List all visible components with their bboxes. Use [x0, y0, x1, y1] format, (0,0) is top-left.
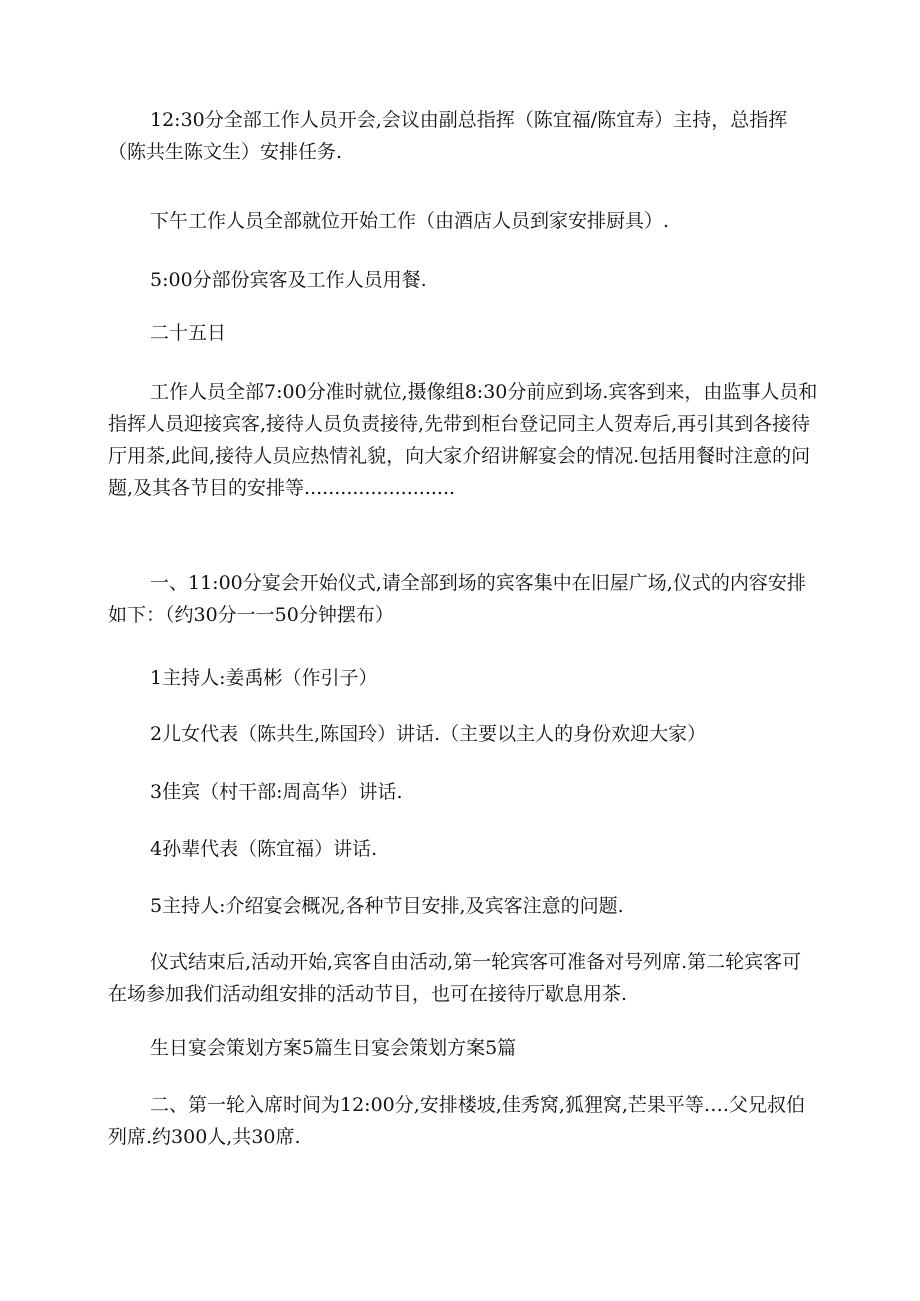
list-item-grandchild-speech: 4孙辈代表（陈宜福）讲话.	[150, 838, 378, 860]
paragraph-meeting: 12:30分全部工作人员开会,会议由副总指挥（陈宜福/陈宜寿）主持，总指挥（陈共生陈文生）安排任务.	[108, 109, 788, 163]
paragraph-date-heading: 二十五日	[150, 322, 227, 344]
list-item-guest-speech: 3佳宾（村干部:周高华）讲话.	[150, 781, 403, 803]
list-item-children-speech: 2儿女代表（陈共生,陈国玲）讲话.（主要以主人的身份欢迎大家）	[150, 723, 707, 745]
paragraph-ceremony: 一、11:00分宴会开始仪式,请全部到场的宾客集中在旧屋广场,仪式的内容安排如下：（约30分一一50分钟摆布）	[108, 572, 806, 626]
paragraph-after-ceremony: 仪式结束后,活动开始,宾客自由活动,第一轮宾客可准备对号列席.第二轮宾客可在场参加我们活动组安排的活动节目，也可在接待厅歇息用茶.	[108, 951, 802, 1005]
paragraph-afternoon-setup: 下午工作人员全部就位开始工作（由酒店人员到家安排厨具）.	[150, 210, 670, 232]
paragraph-dinner: 5:00分部份宾客及工作人员用餐.	[150, 269, 427, 291]
paragraph-staff-arrival: 工作人员全部7:00分准时就位,摄像组8:30分前应到场.宾客到来，由监事人员和指挥人员迎接宾客,接待人员负责接待,先带到柜台登记同主人贺寿后,再引其到各接待厅用茶,此间,接待人员应热情礼貌，向大家介绍讲解宴会的情况.包括用餐时注意的问题,及其各节目的安排等.........................	[108, 381, 818, 499]
list-item-host: 1主持人:姜禹彬（作引子）	[150, 667, 378, 689]
list-item-host-overview: 5主持人:介绍宴会概况,各种节目安排,及宾客注意的问题.	[150, 895, 624, 917]
paragraph-first-seating: 二、第一轮入席时间为12:00分,安排楼坡,佳秀窝,狐狸窝,芒果平等….父兄叔伯列席.约300人,共30席.	[108, 1094, 805, 1148]
paragraph-title-line: 生日宴会策划方案5篇生日宴会策划方案5篇	[150, 1037, 517, 1059]
